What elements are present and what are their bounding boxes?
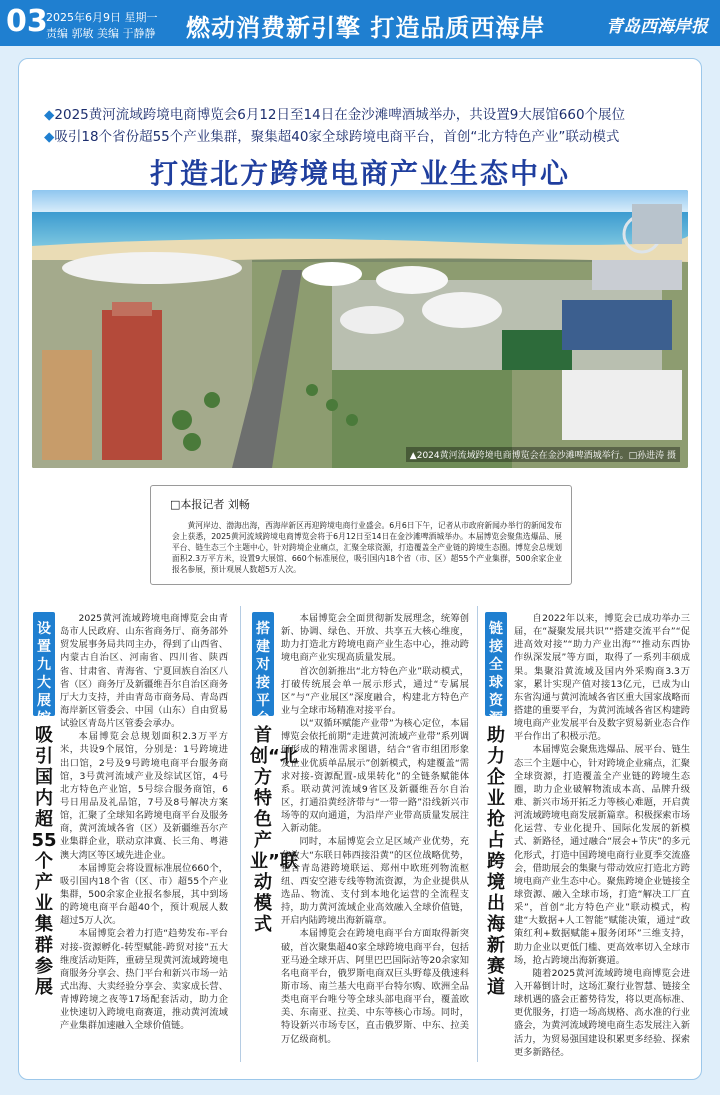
section-title-1: 吸引国内超55个产业集群参展 (31, 725, 57, 998)
page-header (0, 0, 720, 46)
bullet-icon: ◆ (44, 129, 55, 145)
newspaper-logo: 青岛西海岸报 (606, 17, 708, 37)
column-divider (240, 606, 241, 1062)
headline: 打造北方跨境电商产业生态中心 (149, 157, 570, 190)
beach-city-image (32, 190, 688, 468)
column-divider (477, 606, 478, 1062)
section-band-3: 链接全球资源 (485, 612, 507, 716)
photo-caption: ▲2024黄河流域跨境电商博览会在金沙滩啤酒城举行。□孙进涛 摄 (406, 447, 680, 462)
reporter-byline: □本报记者 刘畅 (170, 498, 250, 511)
lead-paragraph: 黄河岸边、渤海出海，西海岸新区再迎跨境电商行业盛会。6月6日下午，记者从市政府新闻办举行的新闻发布会上获悉，2025黄河流域跨境电商博览会将于6月12日至14日在金沙滩啤酒城举办。本届博览会聚焦选爆品、展平台、链生态三个主题中心，针对跨境企业痛点，汇聚全球资源，打造覆盖全产业链的跨境生态圈。博览会总规划面积2.3万平方米，设置9大展馆、660个标准展位，吸引国内18个省（市、区）超55个产业集群，500余家企业报名参展，预计观展人数超5万人次。 (172, 521, 562, 574)
column-1: 2025黄河流域跨境电商博览会由青岛市人民政府、山东省商务厅、商务部外贸发展事务局共同主办，得到了山西省、内蒙古自治区、河南省、四川省、陕西省、甘肃省、青海省、宁夏回族自治区八省（区）商务厅及新疆维吾尔自治区商务厅大力支持，并由青岛市商务局、青岛西海岸新区管委会、中国（山东）自由贸易试验区青岛片区管委会承办。 本届博览会总规划面积2.3万平方米，共设9个展馆，分别是：1号跨境进出口馆，2号及9号跨境电商平台服务商馆，3号黄河流域产业及综试区馆，4号北方特色产业馆，5号综合服务商馆，6号日用品及礼品馆，7号及8号解决方案馆，汇聚了全球知名跨境电商平台及服务商，黄河流域各省（区）及新疆维吾尔产业集群企业，联动京津冀、长三角、粤港澳大湾区等区域先进企业。 本届博览会将设置标准展位660个，吸引国内18个省（区、市）超55个产业集群，500余家企业报名参展，其中到场的跨境电商平台超40个，预计观展人数超过5万人次。 本届博览会着力打造“趋势发布-平台对接-资源孵化-转型赋能-跨贸对接”五大维度活动矩阵，重磅呈现黄河流域跨境电商服务分享会、热门平台和新兴市场一站式出海、大卖经验分享会、卖家成长营、青博跨境之夜等17场配套活动，助力企业快速切入跨境电商赛道，推动黄河流域产业集群加速融入全球价值链。 (60, 613, 228, 1032)
section-title-3: 助力企业抢占跨境出海新赛道 (487, 725, 505, 998)
page-banner-title: 燃动消费新引擎 打造品质西海岸 (186, 14, 546, 42)
deck-line-1: ◆2025黄河流域跨境电商博览会6月12日至14日在金沙滩啤酒城举办，共设置9大展馆660个展位 (44, 107, 626, 123)
column-2: 本届博览会全面贯彻新发展理念，统筹创新、协调、绿色、开放、共享五大核心维度，助力打造北方跨境电商产业生态中心，推动跨境电商产业实现高质量发展。 首次创新推出“北方特色产业”联动模式，打破传统展会单一展示形式，通过“专属展区”与“产业展区”深度融合，构建北方特色产业与全球市场精准对接平台。 以“双循环赋能产业带”为核心定位，本届博览会依托前期“走进黄河流域产业带”系列调研形成的精准需求图谱，结合“省市组团形象及企业优质单品展示”创新模式，构建覆盖“需求对接-资源配置-成果转化”的全链条赋能体系。联动黄河流域9省区及新疆维吾尔自治区，打通沿黄经济带与“一带一路”沿线新兴市场等的双向通道，为沿岸产业带高质量发展注入新动能。 同时，本届博览会立足区域产业优势，充分放大“东联日韩西接沿黄”的区位战略优势，整合青岛港跨境联运、郑州中欧班列物流枢纽、西安空港专线等物流资源，为企业提供从选品、物流、支付到本地化运营的全流程支持，助力黄河流域企业高效融入全球价值链，开启内陆跨境出海新篇章。 本届博览会在跨境电商平台方面取得新突破，首次聚集超40家全球跨境电商平台，包括亚马逊全球开店、阿里巴巴国际站等20余家知名电商平台，俄罗斯电商双巨头野莓及俄速科斯市场、南兰基大电商平台特尔购、欧洲全品类电商平台唯兮等全球头部电商平台，覆盖欧美、东南亚、拉美、中东等核心市场。同时，特设新兴市场专区，直击俄罗斯、中东、拉美万亿级商机。 (281, 613, 469, 1045)
section-band-2: 搭建对接平台 (252, 612, 274, 716)
article-deck (44, 104, 684, 148)
deck-line-2: ◆吸引18个省份超55个产业集群，聚集超40家全球跨境电商平台，首创“北方特色产业”联动模式 (44, 129, 620, 145)
page-number: 03 (6, 4, 48, 39)
section-band-1: 设置九大展馆 (33, 612, 55, 716)
section-title-2: 首创“北方特色产业”联动模式 (250, 725, 298, 935)
bullet-icon: ◆ (44, 107, 55, 123)
expo-aerial-photo (32, 190, 688, 468)
column-3: 自2022年以来，博览会已成功举办三届，在“凝聚发展共识”“搭建交流平台”“促进高效对接”“助力产业出海”“推动东西协作纵深发展”等方面，取得了一系列丰硕成果。集聚沿黄流域及国内外采购商3.3万家，累计实现产值对接13亿元，已成为山东省沟通与黄河流域各省区重大国家战略而搭建的重要平台，为黄河流域各省区构建跨境电商产业发展平台及数字贸易新业态合作平台作出了积极示范。 本届博览会聚焦选爆品、展平台、链生态三个主题中心，针对跨境企业痛点，汇聚全球资源，打造覆盖全产业链的跨境生态圈，助力企业破解物流成本高、品牌升级难、新兴市场开拓乏力等核心难题，开启黄河流域跨境电商发展新篇章。积极探索市场化运营、专业化提升、国际化发展的新模式、新路径，通过融合“展会+节庆”的多元化形式，打造中国跨境电商行业夏季交流盛会，借助展会的集聚与带动效应打造北方跨境电商产业生态中心。聚焦跨境企业链接全球资源、融入全球市场，打造“解决工厂直采”，首创“北方特色产业”联动模式，构建“大数据+人工智能”赋能决策，通过“政策红利+数据赋能+服务闭环”三维支持，助力企业以更低门槛、更高效率切入全球市场，抢占跨境出海新赛道。 随着2025黄河流域跨境电商博览会进入开幕倒计时，这场汇聚行业智慧、链接全球机遇的盛会正蓄势待发，将以更高标准、更优服务，打造一场高规格、高水准的行业盛会，为黄河流域跨境电商生态发展注入新活力，为贸易强国建设积累更多经验、探索更多新路径。 (514, 613, 690, 1058)
issue-date: 2025年6月9日 星期一 (46, 11, 158, 24)
editor-credits: 责编 郭敏 美编 于静静 (46, 27, 156, 40)
